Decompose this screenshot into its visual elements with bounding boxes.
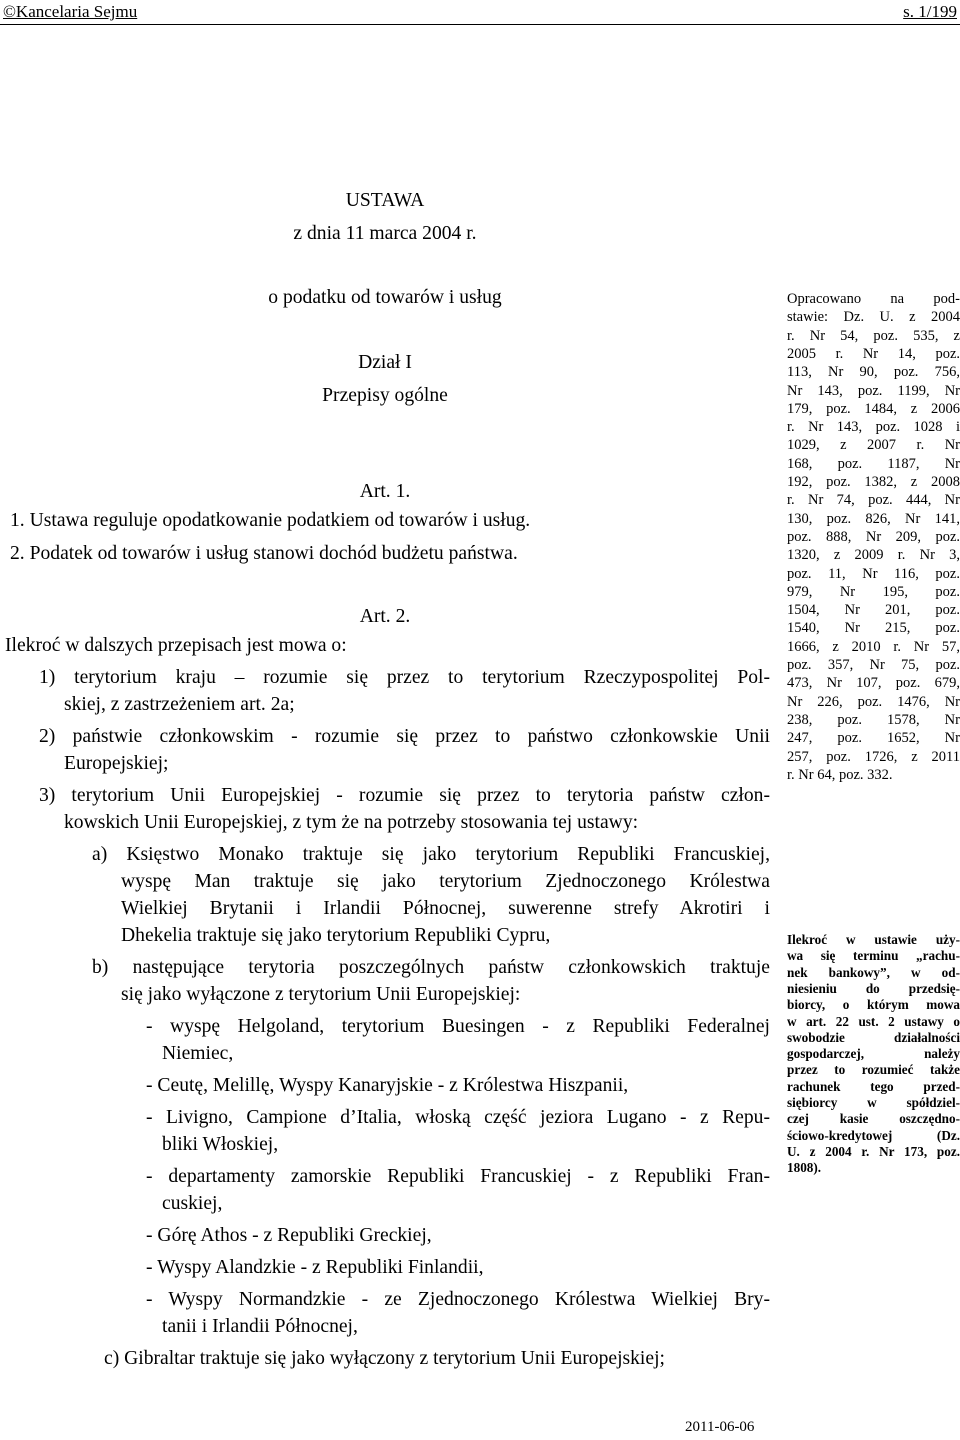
margin-note-sources-line: 473, Nr 107, poz. 679, (787, 675, 960, 692)
art1-heading: Art. 1. (359, 481, 411, 502)
margin-note-bank-line: 1808). (787, 1160, 822, 1176)
margin-note-sources-line: r. Nr 74, poz. 444, Nr (787, 492, 960, 509)
b-list-item-7-line2: tanii i Irlandii Północnej, (162, 1316, 358, 1337)
margin-note-sources-line: 113, Nr 90, poz. 756, (787, 364, 960, 381)
margin-note-bank-line: gospodarczej, należy (787, 1046, 960, 1062)
act-type: USTAWA (345, 190, 425, 211)
b-list-item-3-line2: bliki Włoskiej, (162, 1134, 279, 1155)
margin-note-sources-line: 1029, z 2007 r. Nr (787, 437, 960, 454)
margin-note-sources-line: Nr 226, poz. 1476, Nr (787, 693, 960, 710)
margin-note-sources-line: r. Nr 64, poz. 332. (787, 766, 893, 783)
b-list-item-4-line2: cuskiej, (162, 1193, 223, 1214)
item-a-line1: a) Księstwo Monako traktuje się jako terytorium Republiki Francuskiej, (92, 844, 770, 865)
header-page-link[interactable]: s. 1/199 (903, 2, 957, 21)
margin-note-sources-line: r. Nr 54, poz. 535, z (787, 327, 960, 344)
margin-note-sources-line: poz. 357, Nr 75, poz. (787, 657, 960, 673)
margin-note-sources-line: 1540, Nr 215, poz. (787, 620, 960, 637)
act-subject: o podatku od towarów i usług (268, 287, 502, 308)
margin-note-sources-line: poz. 888, Nr 209, poz. (787, 528, 960, 545)
margin-note-sources-line: Opracowano na pod- (787, 291, 960, 307)
margin-note-bank-line: swobodzie działalności (787, 1029, 960, 1045)
act-date: z dnia 11 marca 2004 r. (293, 223, 477, 244)
margin-note-sources-line: 1320, z 2009 r. Nr 3, (787, 547, 960, 564)
margin-note-sources-line: 257, poz. 1726, z 2011 (787, 748, 960, 765)
b-list-item-7-line1: - Wyspy Normandzkie - ze Zjednoczonego Królestwa Wielkiej Bry- (146, 1289, 770, 1310)
item-a-line2: wyspę Man traktuje się jako terytorium Zjednoczonego Królestwa (121, 871, 770, 892)
margin-note-bank-line: w art. 22 ust. 2 ustawy o (787, 1013, 960, 1029)
margin-note-bank-line: siębiorcy w spółdziel- (787, 1095, 960, 1110)
margin-note-bank-line: biorcy, o którym mowa (787, 997, 960, 1013)
margin-note-sources-line: 238, poz. 1578, Nr (787, 711, 960, 728)
margin-note-sources-line: Nr 143, poz. 1199, Nr (787, 382, 960, 399)
art2-item2-line2: Europejskiej; (64, 753, 169, 774)
margin-note-sources-line: stawie: Dz. U. z 2004 (787, 309, 960, 326)
margin-note-sources-line: 979, Nr 195, poz. (787, 583, 960, 600)
b-list-item-4-line1: - departamenty zamorskie Republiki Francuskiej - z Republiki Fran- (146, 1166, 770, 1187)
margin-note-sources-line: 1666, z 2010 r. Nr 57, (787, 638, 960, 655)
art2-heading: Art. 2. (359, 606, 411, 627)
footer-date: 2011-06-06 (685, 1419, 755, 1435)
art2-item3-line2: kowskich Unii Europejskiej, z tym że na potrzeby stosowania tej ustawy: (64, 812, 639, 833)
b-list-item-5: - Górę Athos - z Republiki Greckiej, (146, 1225, 432, 1246)
section-subheading: Przepisy ogólne (322, 385, 448, 406)
b-list-item-6: - Wyspy Alandzkie - z Republiki Finlandii, (146, 1257, 484, 1278)
margin-note-bank-line: ściowo-kredytowej (Dz. (787, 1127, 960, 1143)
item-b-line1: b) następujące terytoria poszczególnych państw członkowskich traktuje (92, 957, 770, 978)
margin-note-bank-line: przez to rozumieć także (787, 1062, 960, 1078)
item-c: c) Gibraltar traktuje się jako wyłączony z terytorium Unii Europejskiej; (104, 1348, 665, 1369)
art1-paragraph-2: 2. Podatek od towarów i usług stanowi dochód budżetu państwa. (10, 543, 518, 564)
margin-note-bank-line: czej kasie oszczędno- (787, 1111, 960, 1127)
margin-note-sources-line: 130, poz. 826, Nr 141, (787, 510, 960, 527)
margin-note-sources-line: 168, poz. 1187, Nr (787, 455, 960, 472)
art2-item1-line1: 1) terytorium kraju – rozumie się przez to terytorium Rzeczypospolitej Pol- (39, 667, 770, 688)
art2-item3-line1: 3) terytorium Unii Europejskiej - rozumie się przez to terytoria państw człon- (39, 785, 770, 806)
margin-note-sources-line: r. Nr 143, poz. 1028 i (787, 419, 960, 436)
margin-note-bank-line: nek bankowy”, w od- (787, 964, 960, 980)
margin-note-sources-line: 247, poz. 1652, Nr (787, 730, 960, 747)
margin-note-bank-line: rachunek tego przed- (787, 1078, 960, 1094)
item-a-line4: Dhekelia traktuje się jako terytorium Republiki Cypru, (121, 925, 551, 946)
margin-note-sources-line: 179, poz. 1484, z 2006 (787, 400, 960, 417)
b-list-item-1-line1: - wyspę Helgoland, terytorium Buesingen - z Republiki Federalnej (146, 1016, 770, 1037)
item-a-line3: Wielkiej Brytanii i Irlandii Północnej, suwerenne strefy Akrotiri i (121, 898, 770, 919)
b-list-item-1-line2: Niemiec, (162, 1043, 234, 1064)
b-list-item-2: - Ceutę, Melillę, Wyspy Kanaryjskie - z Królestwa Hiszpanii, (146, 1075, 629, 1096)
margin-note-sources-line: 1504, Nr 201, poz. (787, 602, 960, 619)
b-list-item-3-line1: - Livigno, Campione d’Italia, włoską część jeziora Lugano - z Repu- (146, 1107, 770, 1128)
margin-note-sources-line: 192, poz. 1382, z 2008 (787, 474, 960, 490)
art2-item1-line2: skiej, z zastrzeżeniem art. 2a; (64, 694, 295, 715)
margin-note-bank-line: U. z 2004 r. Nr 173, poz. (787, 1143, 960, 1159)
margin-note-bank-line: wa się terminu „rachu- (787, 948, 960, 964)
margin-note-sources-line: poz. 11, Nr 116, poz. (787, 565, 960, 582)
art1-paragraph-1: 1. Ustawa reguluje opodatkowanie podatkiem od towarów i usług. (10, 510, 531, 531)
margin-note-sources-line: 2005 r. Nr 14, poz. (787, 345, 960, 362)
item-b-line2: się jako wyłączone z terytorium Unii Europejskiej: (121, 984, 521, 1005)
art2-item2-line1: 2) państwie członkowskim - rozumie się przez to państwo członkowskie Unii (39, 726, 770, 747)
margin-note-bank-line: Ilekroć w ustawie uży- (787, 932, 960, 947)
section-heading: Dział I (358, 352, 412, 373)
header-source-link[interactable]: ©Kancelaria Sejmu (3, 2, 138, 21)
art2-intro: Ilekroć w dalszych przepisach jest mowa o: (5, 635, 347, 656)
margin-note-bank-line: niesieniu do przedsię- (787, 980, 960, 996)
